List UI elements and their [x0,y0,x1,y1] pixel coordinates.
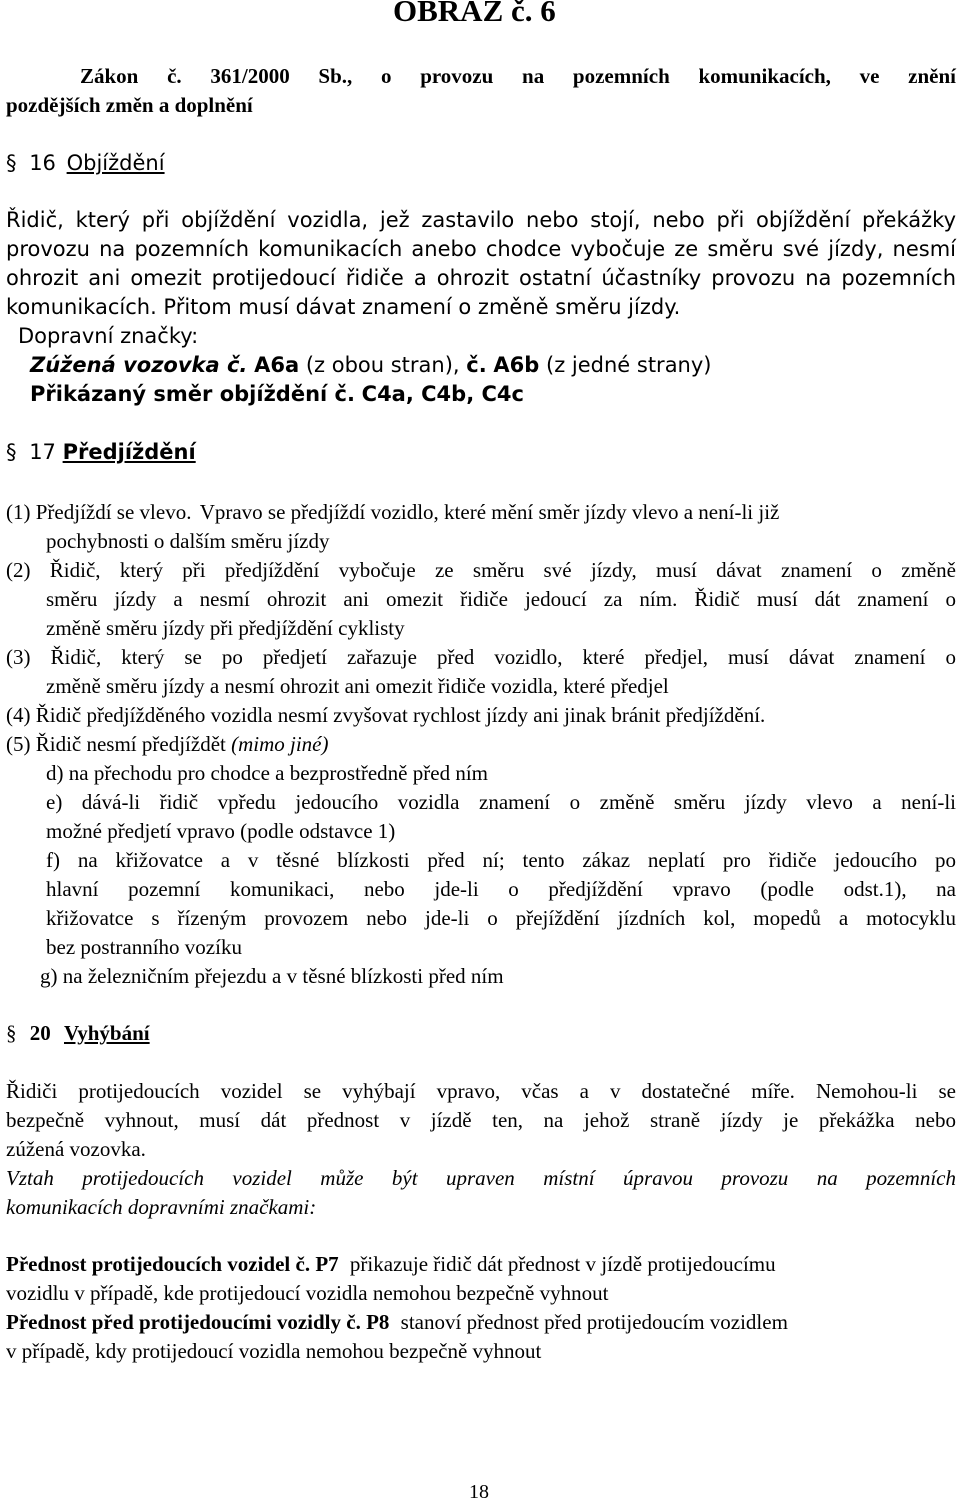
s17-line-13: f) na křižovatce a v těsné blízkosti před ní; tento zákaz neplatí pro řidiče jedoucího po [46,848,956,872]
p8-sign-name: Přednost před protijedoucími vozidly č. P8 [6,1310,390,1334]
p7-sign-name: Přednost protijedoucích vozidel č. P7 [6,1252,339,1276]
s16-para-line-4: komunikacích. Přitom musí dávat znamení o změně směru jízdy. [6,295,681,319]
s17-line-8: (4) Řidič předjížděného vozidla nesmí zvyšovat rychlost jízdy ani jinak bránit předjíždění. [6,703,766,727]
section-number: 20 [29,1021,51,1045]
p8-line-1: Přednost před protijedoucími vozidly č. P8 stanoví přednost před protijedoucím vozidlem [6,1310,788,1334]
page-number: 18 [469,1481,489,1503]
sign-line-1: Zúžená vozovka č. A6a (z obou stran), č. A6b (z jedné strany) [30,353,712,377]
section-title: Předjíždění [62,440,196,464]
law-reference-line-1: Zákon č. 361/2000 Sb., o provozu na pozemních komunikacích, ve znění [80,64,956,88]
s17-line-3: (2) Řidič, který při předjíždění vybočuje ze směru své jízdy, musí dávat znamení o změně [6,558,956,582]
law-reference-line-2: pozdějších změn a doplnění [6,93,253,117]
s16-para-line-3: ohrozit ani omezit protijedoucí řidiče a ohrozit ostatní účastníky provozu na pozemních [6,266,956,290]
section-number: 17 [29,440,56,464]
s17-line-17: g) na železničním přejezdu a v těsné blízkosti před ním [40,964,504,988]
page-title: OBRAZ č. 6 [393,0,556,28]
section-16-heading [6,149,165,178]
s20-italic-line-2: komunikacích dopravními značkami: [6,1195,317,1219]
s17-line-16: bez postranního vozíku [46,935,242,959]
s20-italic-line-1: Vztah protijedoucích vozidel může být upraven místní úpravou provozu na pozemních [6,1166,956,1190]
section-20-heading [6,1019,150,1048]
s17-line-1: (1) Předjíždí se vlevo. Vpravo se předjíždí vozidlo, které mění směr jízdy vlevo a není-li již [6,500,780,524]
s16-para-line-2: provozu na pozemních komunikacích anebo chodce vybočuje ze směru své jízdy, nesmí [6,237,956,261]
s20-line-1: Řidiči protijedoucích vozidel se vyhýbají vpravo, včas a v dostatečné míře. Nemohou-li se [6,1079,956,1103]
s17-line-14: hlavní pozemní komunikaci, nebo jde-li o předjíždění vpravo (podle odst.1), na [46,877,956,901]
s17-line-2: pochybnosti o dalším směru jízdy [46,529,330,553]
section-number: 16 [29,151,56,175]
p8-line-2: v případě, kdy protijedoucí vozidla nemohou bezpečně vyhnout [6,1339,542,1363]
s17-line-10: d) na přechodu pro chodce a bezprostředně před ním [46,761,488,785]
s17-line-5: změně směru jízdy při předjíždění cyklisty [46,616,405,640]
s17-line-6: (3) Řidič, který se po předjetí zařazuje před vozidlo, které předjel, musí dávat znamení o [6,645,956,669]
s17-line-9: (5) Řidič nesmí předjíždět (mimo jiné) [6,732,329,756]
section-symbol: § [6,151,17,175]
section-title: Objíždění [66,151,165,175]
s16-para-line-1: Řidič, který při objíždění vozidla, jež zastavilo nebo stojí, nebo při objíždění překážky [6,208,956,232]
p7-line-1: Přednost protijedoucích vozidel č. P7 přikazuje řidič dát přednost v jízdě protijedoucímu [6,1252,776,1276]
section-title: Vyhýbání [64,1021,150,1045]
s17-line-4: směru jízdy a nesmí ohrozit ani omezit řidiče jedoucí za ním. Řidič musí dát znamení o [46,587,956,611]
p7-line-2: vozidlu v případě, kde protijedoucí vozidla nemohou bezpečně vyhnout [6,1281,609,1305]
s20-line-3: zúžená vozovka. [6,1137,146,1161]
section-17-heading [6,438,196,467]
s17-line-15: křižovatce s řízeným provozem nebo jde-li o přejíždění jízdních kol, mopedů a motocyklu [46,906,956,930]
section-symbol: § [6,1021,17,1045]
section-symbol: § [6,440,17,464]
sign-line-2: Přikázaný směr objíždění č. C4a, C4b, C4c [30,382,524,406]
s17-line-12: možné předjetí vpravo (podle odstavce 1) [46,819,396,843]
traffic-signs-label: Dopravní značky: [18,324,199,348]
s17-line-11: e) dává-li řidič vpředu jedoucího vozidla znamení o změně směru jízdy vlevo a není-li [46,790,956,814]
s17-line-7: změně směru jízdy a nesmí ohrozit ani omezit řidiče vozidla, které předjel [46,674,669,698]
s20-line-2: bezpečně vyhnout, musí dát přednost v jízdě ten, na jehož straně jízdy je překážka nebo [6,1108,956,1132]
